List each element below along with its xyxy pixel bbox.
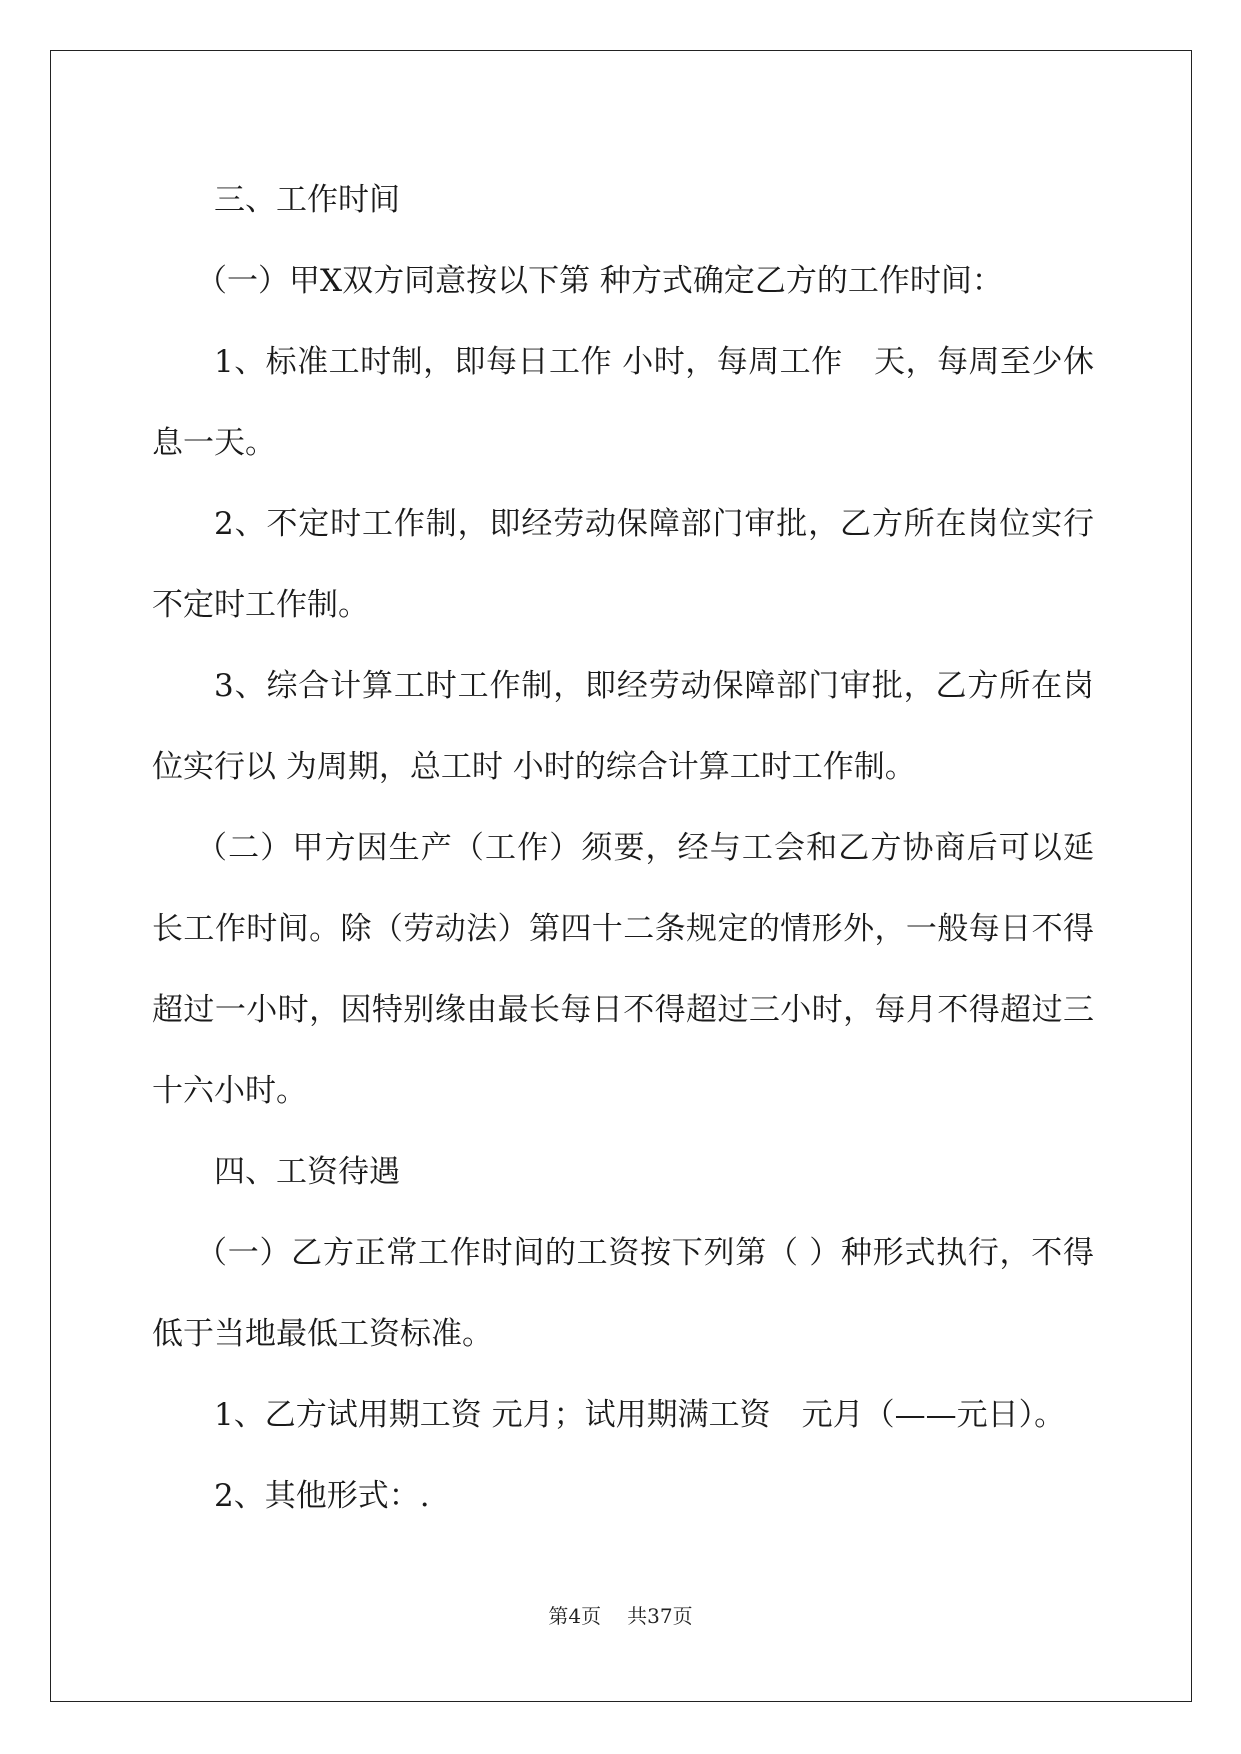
page-footer — [0, 1600, 1241, 1629]
section-heading-work-time: 三、工作时间 — [214, 182, 400, 218]
paragraph-flexible-hours: 2、不定时工作制，即经劳动保障部门审批，乙方所在岗位实行不定时工作制。 — [152, 506, 1094, 623]
paragraph-other-form: 2、其他形式：. — [214, 1478, 430, 1514]
document-body — [152, 160, 1094, 1537]
paragraph-overtime: （二）甲方因生产（工作）须要，经与工会和乙方协商后可以延长工作时间。除（劳动法）第四十二条规定的情形外，一般每日不得超过一小时，因特别缘由最长每日不得超过三小时，每月不得超过三十六小时。 — [152, 830, 1094, 1109]
paragraph-work-time-1: （一）甲X双方同意按以下第 种方式确定乙方的工作时间： — [196, 263, 1003, 299]
section-heading-salary: 四、工资待遇 — [214, 1154, 400, 1190]
paragraph-standard-hours: 1、标准工时制，即每日工作 小时，每周工作 天，每周至少休息一天。 — [152, 344, 1094, 461]
page-total: 共37页 — [627, 1604, 693, 1628]
paragraph-salary-form: （一）乙方正常工作时间的工资按下列第（ ）种形式执行，不得低于当地最低工资标准。 — [152, 1235, 1094, 1352]
paragraph-trial-salary: 1、乙方试用期工资 元月；试用期满工资 元月（——元日）。 — [214, 1397, 1066, 1433]
paragraph-comprehensive-hours: 3、综合计算工时工作制，即经劳动保障部门审批，乙方所在岗位实行以 为周期，总工时 小时的综合计算工时工作制。 — [152, 668, 1094, 785]
page-number: 第4页 — [548, 1604, 602, 1628]
